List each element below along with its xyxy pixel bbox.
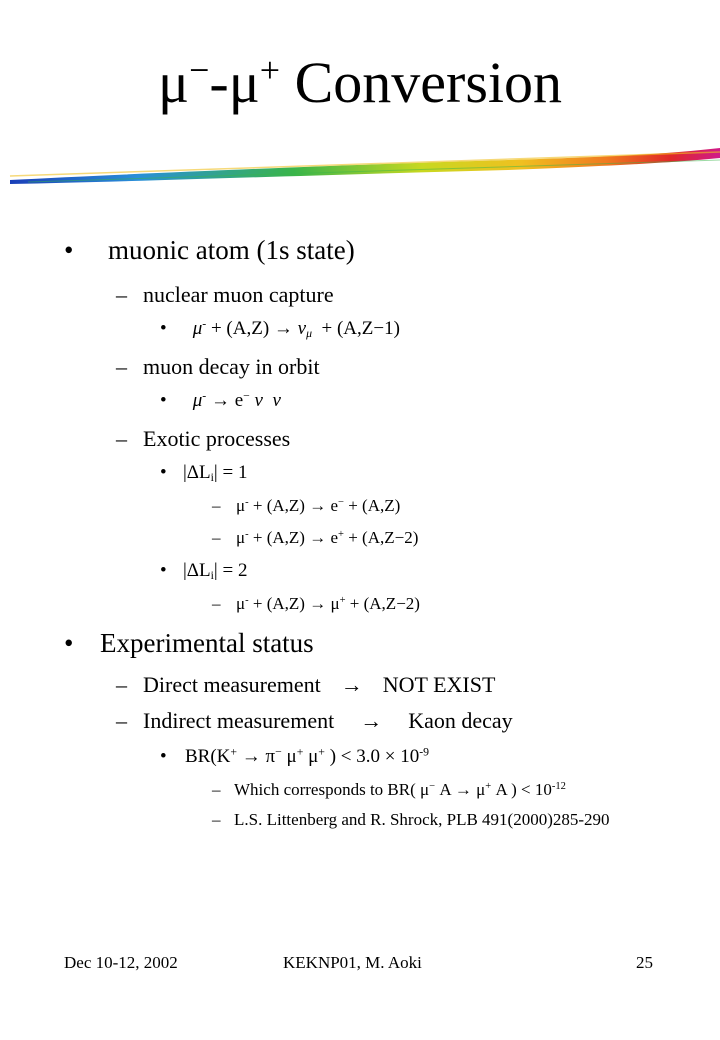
note-reference: L.S. Littenberg and R. Shrock, PLB 491(2000)285-290: [234, 810, 610, 829]
item-result: Kaon decay: [408, 708, 513, 733]
item-muon-decay-in-orbit: muon decay in orbit: [143, 354, 320, 379]
dash-symbol: –: [212, 594, 221, 613]
dash-symbol: –: [116, 426, 127, 451]
bullet-symbol: •: [160, 318, 167, 339]
arrow-symbol: →: [340, 672, 363, 697]
bullet-symbol: •: [160, 746, 167, 767]
arrow-symbol: →: [360, 708, 383, 733]
footer-event: KEKNP01, M. Aoki: [283, 953, 422, 972]
formula-kaon-branching-ratio: BR(K+ → π− μ+ μ+ ) < $3.0 \times 10^{-9}$: [185, 745, 430, 767]
dash-symbol: –: [212, 780, 221, 799]
item-result: NOT EXIST: [382, 672, 496, 697]
bullet-symbol: •: [64, 628, 74, 658]
item-direct-measurement: [143, 672, 495, 698]
dash-symbol: –: [212, 496, 221, 515]
dash-symbol: –: [116, 354, 127, 379]
section-heading-experimental-status: Experimental status: [100, 628, 314, 658]
dash-symbol: –: [116, 672, 127, 697]
note-corresponding-br: Which corresponds to BR( μ− A → μ+ A ) < $10^{-12}$: [234, 780, 566, 799]
item-indirect-measurement: [143, 708, 513, 734]
dash-symbol: –: [116, 282, 127, 307]
dash-symbol: –: [212, 810, 221, 829]
rainbow-stroke-decoration: [8, 130, 720, 190]
dash-symbol: –: [116, 708, 127, 733]
formula-muon-capture: $\mu^- + (A,Z) \to \nu_\mu + (A,Z-1)$: [192, 317, 400, 340]
item-nuclear-muon-capture: nuclear muon capture: [143, 282, 334, 307]
bullet-symbol: •: [160, 560, 167, 581]
bullet-symbol: •: [160, 462, 167, 483]
bullet-symbol: •: [64, 235, 74, 265]
bullet-symbol: •: [160, 390, 167, 411]
item-label: Direct measurement: [143, 672, 321, 697]
footer-date: Dec 10-12, 2002: [64, 953, 178, 972]
formula-muon-decay: μ- → e− ν ν: [192, 389, 281, 411]
group-delta-l-2: $|\Delta L_i| = 2$: [183, 560, 248, 582]
formula-mu-to-e-plus: μ- + (A,Z) → e+ + (A,Z−2): [236, 528, 419, 547]
group-delta-l-1: $|\Delta L_i| = 1$: [183, 462, 248, 484]
formula-mu-to-e-minus: μ- + (A,Z) → e− + (A,Z): [236, 496, 401, 515]
dash-symbol: –: [212, 528, 221, 547]
slide-title: μ−-μ+ Conversion: [157, 50, 563, 115]
section-heading-muonic-atom: muonic atom (1s state): [108, 235, 355, 265]
item-exotic-processes: Exotic processes: [143, 426, 291, 451]
formula-mu-to-mu-plus: μ- + (A,Z) → μ+ + (A,Z−2): [236, 594, 420, 613]
item-label: Indirect measurement: [143, 708, 335, 733]
footer-page-number: 25: [636, 953, 653, 972]
